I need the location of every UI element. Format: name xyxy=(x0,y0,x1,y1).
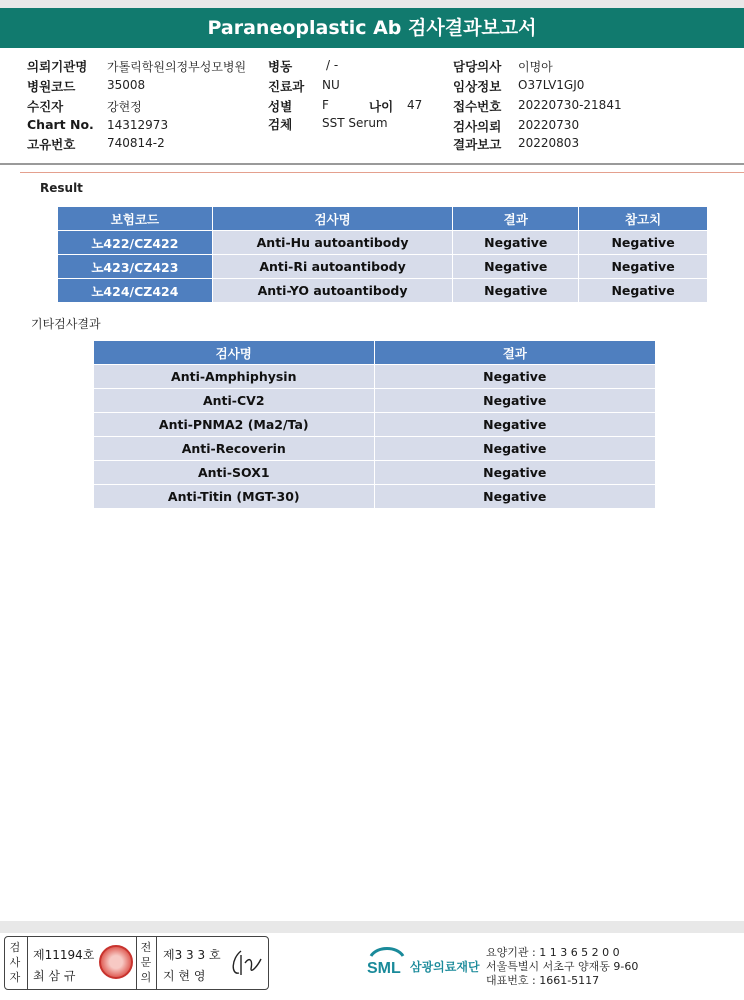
header-test-name: 검사명 xyxy=(94,341,375,365)
table-row xyxy=(58,255,708,279)
test-name: Anti-Hu autoantibody xyxy=(212,231,453,255)
insurance-code: 노422/CZ422 xyxy=(58,231,213,255)
chart-value: 14312973 xyxy=(107,118,169,132)
test-result: Negative xyxy=(453,231,579,255)
test-result: Negative xyxy=(374,365,655,389)
hospital-code-label: 병원코드 xyxy=(27,79,76,94)
other-header-row xyxy=(94,341,656,365)
other-section-label: 기타검사결과 xyxy=(31,317,101,331)
patient-info xyxy=(0,50,744,158)
test-name: Anti-Ri autoantibody xyxy=(212,255,453,279)
table-row xyxy=(58,231,708,255)
table-row xyxy=(94,389,656,413)
test-name: Anti-SOX1 xyxy=(94,461,375,485)
table-row xyxy=(94,413,656,437)
doctor-label: 담당의사 xyxy=(453,59,502,74)
institution-label: 의뢰기관명 xyxy=(27,59,88,74)
table-row xyxy=(94,365,656,389)
test-result: Negative xyxy=(374,437,655,461)
patient-value: 강현정 xyxy=(107,100,142,114)
section-divider xyxy=(20,172,744,173)
receipt-value: 20220730-21841 xyxy=(518,98,622,112)
table-row xyxy=(58,279,708,303)
phone-number: 대표번호 : 1661-5117 xyxy=(486,974,600,987)
reference-value: Negative xyxy=(579,279,708,303)
test-result: Negative xyxy=(453,255,579,279)
dept-label: 진료과 xyxy=(268,79,305,94)
test-name: Anti-Titin (MGT-30) xyxy=(94,485,375,509)
table-row xyxy=(94,437,656,461)
dept-value: NU xyxy=(322,78,340,92)
test-name: Anti-Amphiphysin xyxy=(94,365,375,389)
logo-text: SML xyxy=(367,960,401,977)
age-value: 47 xyxy=(407,98,423,112)
sex-label: 성별 xyxy=(268,99,293,114)
header-test-name: 검사명 xyxy=(212,207,453,231)
header-result: 결과 xyxy=(453,207,579,231)
report-value: 20220803 xyxy=(518,136,580,150)
request-value: 20220730 xyxy=(518,118,580,132)
address: 서울특별시 서초구 양재동 9-60 xyxy=(486,960,639,973)
divider xyxy=(156,937,157,989)
specimen-label: 검체 xyxy=(268,117,293,132)
age-label: 나이 xyxy=(369,99,394,114)
table-row xyxy=(94,485,656,509)
other-tests-table xyxy=(93,340,656,509)
examiner-name: 최 삼 규 xyxy=(33,969,76,983)
reference-value: Negative xyxy=(579,255,708,279)
examiner-number: 제11194호 xyxy=(33,948,95,962)
test-name: Anti-CV2 xyxy=(94,389,375,413)
specialist-number: 제3 3 3 호 xyxy=(163,948,221,962)
divider xyxy=(27,937,28,989)
test-result: Negative xyxy=(374,413,655,437)
test-result: Negative xyxy=(374,389,655,413)
top-strip xyxy=(0,0,744,8)
signature-box xyxy=(4,936,269,990)
org-name: 삼광의료재단 xyxy=(410,960,480,974)
header-insurance-code: 보험코드 xyxy=(58,207,213,231)
test-name: Anti-Recoverin xyxy=(94,437,375,461)
test-result: Negative xyxy=(374,485,655,509)
result-table xyxy=(57,206,708,303)
request-label: 검사의뢰 xyxy=(453,119,502,134)
test-result: Negative xyxy=(453,279,579,303)
insurance-code: 노424/CZ424 xyxy=(58,279,213,303)
test-name: Anti-YO autoantibody xyxy=(212,279,453,303)
divider xyxy=(136,937,137,989)
institution-value: 가톨릭학원의정부성모병원 xyxy=(107,60,247,74)
specimen-value: SST Serum xyxy=(322,116,388,130)
report-label: 결과보고 xyxy=(453,137,502,152)
clinical-value: O37LV1GJ0 xyxy=(518,78,585,92)
specialist-label: 전문의 xyxy=(140,941,152,984)
result-header-row xyxy=(58,207,708,231)
signature-mark xyxy=(227,945,263,981)
table-row xyxy=(94,461,656,485)
test-result: Negative xyxy=(374,461,655,485)
ward-value: / - xyxy=(326,58,339,72)
header-divider xyxy=(0,163,744,165)
id-value: 740814-2 xyxy=(107,136,165,150)
footer-band xyxy=(0,921,744,933)
reference-value: Negative xyxy=(579,231,708,255)
doctor-value: 이명아 xyxy=(518,60,553,74)
clinical-label: 임상정보 xyxy=(453,79,502,94)
ward-label: 병동 xyxy=(268,59,293,74)
sex-value: F xyxy=(322,98,329,112)
result-section-label: Result xyxy=(40,181,83,195)
institution-number: 요양기관 : 1 1 3 6 5 2 0 0 xyxy=(486,946,620,959)
receipt-label: 접수번호 xyxy=(453,99,502,114)
chart-label: Chart No. xyxy=(27,117,94,132)
header-reference: 참고치 xyxy=(579,207,708,231)
test-name: Anti-PNMA2 (Ma2/Ta) xyxy=(94,413,375,437)
report-title: Paraneoplastic Ab 검사결과보고서 xyxy=(0,8,744,48)
id-label: 고유번호 xyxy=(27,137,76,152)
header-result: 결과 xyxy=(374,341,655,365)
patient-label: 수진자 xyxy=(27,99,64,114)
hospital-code-value: 35008 xyxy=(107,78,146,92)
insurance-code: 노423/CZ423 xyxy=(58,255,213,279)
seal-stamp xyxy=(99,945,133,979)
specialist-name: 지 현 영 xyxy=(163,969,206,983)
sml-logo-icon xyxy=(365,944,409,978)
examiner-label: 검사자 xyxy=(9,941,21,984)
